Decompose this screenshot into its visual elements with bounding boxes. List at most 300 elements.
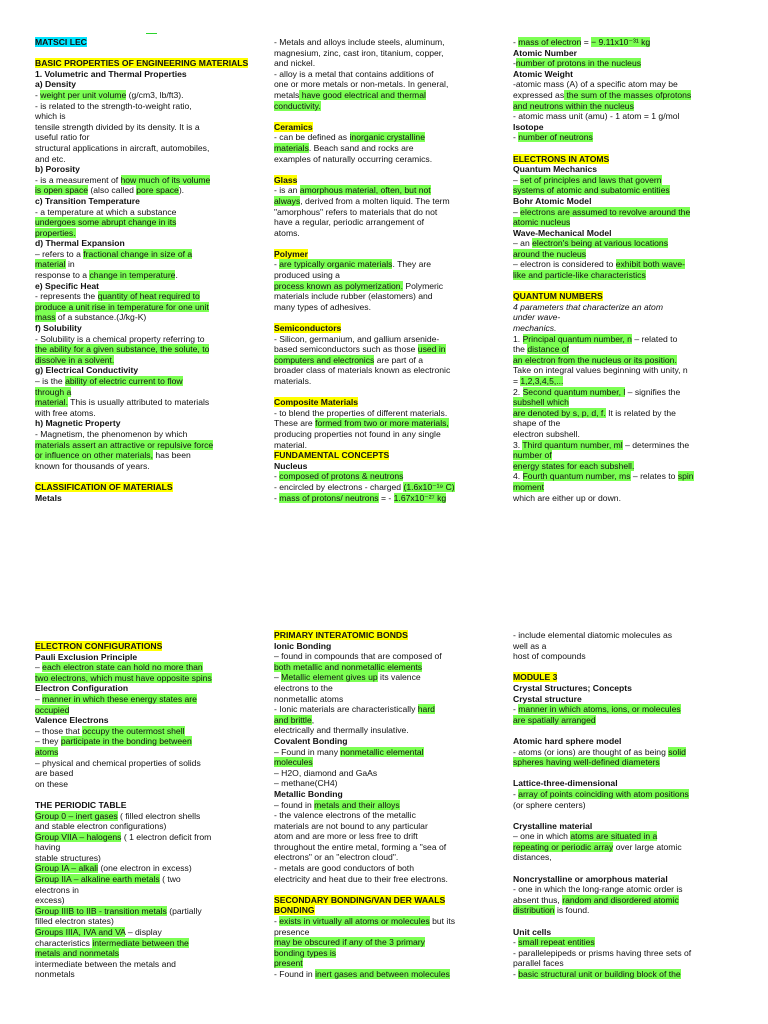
text-span: many types of adhesives. — [274, 301, 371, 312]
highlighted-text: PRIMARY INTERATOMIC BONDS — [274, 630, 408, 640]
text-line — [35, 694, 259, 705]
text-span: d) Thermal Expansion — [35, 238, 125, 249]
section-heading — [513, 821, 737, 832]
highlighted-text: composed of protons & neutrons — [279, 471, 404, 482]
text-line — [513, 831, 737, 842]
section-heading — [274, 895, 498, 906]
text-line — [274, 58, 498, 69]
text-span: – one in which — [513, 831, 571, 842]
highlighted-text: atomic nucleus — [513, 217, 571, 228]
column-top-right — [513, 37, 737, 503]
text-span: ( two — [159, 874, 181, 885]
text-span: Take on integral values beginning with unity, n — [513, 365, 688, 376]
section-heading — [513, 154, 737, 165]
text-line — [513, 90, 737, 101]
text-span: – — [274, 672, 282, 683]
text-line — [274, 196, 498, 207]
text-line — [513, 842, 737, 853]
text-line — [35, 673, 259, 684]
text-line — [513, 302, 737, 313]
text-span: - include elemental diatomic molecules as — [513, 630, 673, 640]
text-line — [35, 959, 259, 970]
text-span: – — [35, 662, 43, 673]
text-line — [274, 164, 498, 175]
highlighted-text: around the nucleus — [513, 248, 587, 259]
text-line — [274, 291, 498, 302]
highlighted-text: are spatially arranged — [513, 714, 596, 725]
text-span: Crystal structure — [513, 693, 582, 704]
text-line — [274, 471, 498, 482]
text-span: (partially — [166, 905, 202, 916]
text-line — [513, 662, 737, 673]
text-line — [35, 906, 259, 917]
text-span: response to a — [35, 270, 90, 281]
highlighted-text: atoms — [35, 746, 59, 757]
text-line — [274, 185, 498, 196]
highlighted-text: two electrons, which must have opposite spins — [35, 672, 212, 683]
section-heading — [513, 874, 737, 885]
highlighted-text: Group IIA – alkaline earth metals — [35, 874, 160, 885]
text-line — [35, 916, 259, 927]
text-line — [274, 874, 498, 885]
highlighted-text: BASIC PROPERTIES OF ENGINEERING MATERIALS — [35, 58, 249, 69]
highlighted-text: fractional change in size of a — [83, 248, 193, 259]
text-line — [274, 440, 498, 451]
column-bottom-middle — [274, 630, 498, 980]
highlighted-text: Principal quantum number, n — [522, 333, 632, 344]
text-span: – — [35, 693, 43, 704]
text-line — [35, 132, 259, 143]
text-span: Bohr Atomic Model — [513, 195, 592, 206]
text-span: but its — [429, 916, 456, 927]
text-line — [35, 291, 259, 302]
highlighted-text: manner in which atoms, ions, or molecules — [518, 704, 681, 715]
text-span: – display — [125, 927, 162, 938]
text-line — [274, 694, 498, 705]
text-line — [35, 143, 259, 154]
text-line — [274, 48, 498, 59]
text-span: Quantum Mechanics — [513, 164, 598, 175]
text-line — [513, 143, 737, 154]
text-line — [274, 228, 498, 239]
text-span: Noncrystalline or amorphous material — [513, 873, 668, 884]
text-line — [35, 334, 259, 345]
text-line — [513, 281, 737, 292]
text-span: Lattice-three-dimensional — [513, 778, 618, 789]
text-line — [35, 387, 259, 398]
highlighted-text: process known as polymerization. — [274, 280, 403, 291]
text-span: , — [311, 714, 315, 725]
text-span: THE PERIODIC TABLE — [35, 799, 127, 810]
section-heading — [274, 789, 498, 800]
text-line — [274, 90, 498, 101]
text-line — [274, 683, 498, 694]
highlighted-text: repeating or periodic array — [513, 841, 614, 852]
highlighted-text: change in temperature — [89, 270, 176, 281]
highlighted-text: the ability for a given substance, the solute, to — [35, 344, 210, 355]
text-line — [513, 895, 737, 906]
text-line — [513, 79, 737, 90]
text-span: - a temperature at which a substance — [35, 206, 177, 217]
section-heading — [513, 291, 737, 302]
section-heading — [35, 683, 259, 694]
highlighted-text: exhibit both wave- — [615, 259, 685, 270]
text-span: are based — [35, 768, 74, 779]
text-span: (or sphere centers) — [513, 799, 586, 810]
text-line — [35, 207, 259, 218]
highlighted-text: hard — [417, 704, 435, 715]
text-line — [513, 800, 737, 811]
text-line — [274, 715, 498, 726]
text-span: which is — [35, 111, 66, 122]
text-span: Atomic Number — [513, 47, 577, 58]
text-span: - one in which the long-range atomic order is — [513, 884, 683, 895]
text-line — [274, 259, 498, 270]
highlighted-text: molecules — [274, 757, 313, 768]
text-line — [513, 429, 737, 440]
section-heading — [274, 641, 498, 652]
highlighted-text: − 9.11x10⁻³¹ kg — [591, 37, 651, 47]
text-span: - — [513, 37, 519, 47]
text-span: distances, — [513, 852, 552, 863]
section-heading — [513, 196, 737, 207]
text-line — [513, 715, 737, 726]
highlighted-text: Semiconductors — [274, 323, 342, 334]
highlighted-text: FUNDAMENTAL CONCEPTS — [274, 450, 390, 461]
text-span: - Solubility is a chemical property referring to — [35, 333, 205, 344]
text-line — [274, 101, 498, 112]
text-line — [35, 48, 259, 59]
text-span: mechanics. — [513, 323, 557, 334]
text-line — [35, 90, 259, 101]
text-line — [35, 101, 259, 112]
highlighted-text: spin — [677, 471, 694, 482]
text-span: produced using a — [274, 270, 340, 281]
text-span: - to blend the properties of different materials. — [274, 407, 448, 418]
text-span: electrons to the — [274, 682, 333, 693]
highlighted-text: subshell which — [513, 397, 569, 408]
text-line — [513, 418, 737, 429]
text-span: atom and are more or less free to drift — [274, 831, 418, 842]
highlighted-text: have good electrical and thermal — [299, 89, 426, 100]
highlighted-text: ability of electric current to flow — [65, 376, 183, 386]
highlighted-text: intermediate between the — [92, 937, 189, 948]
text-span: h) Magnetic Property — [35, 418, 121, 429]
text-line — [35, 927, 259, 938]
text-line — [513, 884, 737, 895]
text-line — [513, 111, 737, 122]
text-span: - encircled by electrons - charged — [274, 481, 404, 492]
text-span: have a regular, periodic arrangement of — [274, 217, 425, 228]
text-span: - — [274, 259, 280, 270]
highlighted-text: exists in virtually all atoms or molecules — [279, 916, 430, 927]
text-line — [274, 270, 498, 281]
highlighted-text: moment — [513, 481, 545, 492]
section-heading — [274, 323, 498, 334]
text-span: – determines the — [622, 439, 690, 450]
highlighted-text: 1.67x10⁻²⁷ kg — [393, 492, 447, 503]
text-span: - can be defined as — [274, 132, 350, 143]
text-line — [274, 958, 498, 969]
highlighted-text: CLASSIFICATION OF MATERIALS — [35, 481, 173, 492]
text-line — [274, 863, 498, 874]
section-heading — [35, 37, 259, 48]
column-bottom-right — [513, 630, 737, 980]
text-span: - is a measurement of — [35, 174, 121, 185]
text-line — [513, 249, 737, 260]
text-span: well as a — [513, 640, 547, 651]
highlighted-text: Metallic element gives up — [281, 672, 378, 683]
text-line — [274, 821, 498, 832]
text-line — [513, 905, 737, 916]
text-line — [35, 779, 259, 790]
text-span: producing properties not found in any single — [274, 428, 441, 439]
text-span: host of compounds — [513, 651, 586, 662]
text-line — [274, 482, 498, 493]
text-span: c) Transition Temperature — [35, 195, 140, 206]
text-line — [513, 207, 737, 218]
highlighted-text: quantity of heat required to — [97, 291, 200, 302]
text-line — [513, 355, 737, 366]
text-line — [35, 948, 259, 959]
text-span: - — [513, 58, 516, 69]
text-span: and nickel. — [274, 58, 316, 69]
highlighted-text: each electron state can hold no more than — [42, 662, 203, 673]
highlighted-text: solid — [668, 746, 686, 757]
text-span: - — [513, 788, 519, 799]
text-span: - — [513, 937, 519, 948]
text-span: metals — [274, 89, 300, 100]
text-line — [513, 789, 737, 800]
text-span: based semiconductors such as those — [274, 344, 418, 355]
text-line — [274, 37, 498, 48]
text-line — [35, 736, 259, 747]
text-span: = - — [378, 492, 394, 503]
text-line — [274, 111, 498, 122]
highlighted-text: are typically organic materials — [279, 259, 393, 270]
text-span: structural applications in aircraft, automobiles, — [35, 142, 210, 153]
text-span: Ionic Bonding — [274, 640, 332, 651]
text-span: Crystal Structures; Concepts — [513, 682, 632, 693]
text-span: 4 parameters that characterize an atom — [513, 301, 663, 312]
text-line — [513, 482, 737, 493]
highlighted-text: through a — [35, 386, 72, 397]
text-line — [513, 365, 737, 376]
text-line — [274, 747, 498, 758]
highlighted-text: undergoes some abrupt change in its — [35, 217, 177, 228]
highlighted-text: ELECTRONS IN ATOMS — [513, 153, 610, 164]
text-span: - is related to the strength-to-weight ratio, — [35, 100, 192, 111]
highlighted-text: Fourth quantum number, ms — [522, 471, 631, 482]
highlighted-text: number of protons in the nucleus — [515, 58, 642, 69]
highlighted-text: metals and their alloys — [314, 799, 400, 810]
highlighted-text: used in — [417, 344, 446, 355]
text-span: broader class of materials known as electronic — [274, 365, 451, 376]
text-line — [35, 429, 259, 440]
highlighted-text: Groups IIIA, IVA and VA — [35, 927, 126, 938]
text-span: Metallic Bonding — [274, 788, 343, 799]
text-line — [35, 789, 259, 800]
section-heading — [274, 450, 498, 461]
highlighted-text: mass — [35, 312, 56, 323]
text-line — [274, 79, 498, 90]
text-span: Unit cells — [513, 926, 552, 937]
text-span: Metals — [35, 492, 62, 503]
text-line — [513, 916, 737, 927]
section-heading — [35, 365, 259, 376]
text-span: - Metals and alloys include steels, aluminum, — [274, 37, 445, 47]
text-span: and etc. — [35, 153, 66, 164]
section-heading — [35, 493, 259, 504]
highlighted-text: Group IA – alkali — [35, 863, 99, 874]
text-line — [35, 938, 259, 949]
highlighted-text: manner in which these energy states are — [42, 693, 197, 704]
section-heading — [35, 800, 259, 811]
text-span: - — [35, 89, 41, 100]
text-span: Pauli Exclusion Principle — [35, 651, 138, 662]
text-span: excess) — [35, 895, 65, 906]
highlighted-text: Ceramics — [274, 121, 313, 132]
text-span: -atomic mass (A) of a specific atom may be — [513, 79, 678, 90]
text-line — [274, 884, 498, 895]
column-top-middle — [274, 37, 498, 503]
text-line — [35, 471, 259, 482]
text-span: It is related by the — [605, 407, 676, 418]
text-line — [35, 397, 259, 408]
text-line — [274, 217, 498, 228]
text-line — [513, 493, 737, 504]
text-span: electrons in — [35, 884, 79, 895]
text-span: 2. — [513, 386, 523, 397]
text-line — [513, 969, 737, 980]
text-span: . — [175, 270, 178, 281]
text-line — [513, 323, 737, 334]
text-span: – an — [513, 238, 533, 249]
text-span: tensile strength divided by its density. It is a — [35, 121, 200, 132]
section-heading — [274, 122, 498, 133]
text-span: (g/cm3, lb/ft3). — [126, 89, 184, 100]
text-span: over large atomic — [613, 841, 682, 852]
text-span: - — [274, 916, 280, 927]
text-line — [35, 726, 259, 737]
highlighted-text: systems of atomic and subatomic entities — [513, 185, 670, 196]
decorative-rule — [146, 33, 157, 34]
text-line — [274, 281, 498, 292]
highlighted-text: Group 0 – inert gases — [35, 810, 118, 821]
text-span: one or more metals or non-metals. In general, — [274, 79, 449, 90]
text-line — [35, 832, 259, 843]
text-line — [274, 429, 498, 440]
text-line — [274, 154, 498, 165]
text-span: which are either up or down. — [513, 492, 621, 503]
highlighted-text: small repeat entities — [518, 937, 595, 948]
section-heading — [35, 164, 259, 175]
text-span: under wave- — [513, 312, 561, 323]
text-span: – H2O, diamond and GaAs — [274, 767, 378, 778]
text-span: nonmetals — [35, 969, 75, 980]
highlighted-text: QUANTUM NUMBERS — [513, 291, 603, 302]
text-span: - alloy is a metal that contains additions of — [274, 68, 434, 79]
text-line — [35, 874, 259, 885]
text-span: of a substance.(J/kg-K) — [55, 312, 147, 323]
highlighted-text: properties. — [35, 227, 76, 238]
text-line — [274, 852, 498, 863]
text-line — [35, 863, 259, 874]
text-line — [35, 270, 259, 281]
text-span: b) Porosity — [35, 164, 80, 175]
text-line — [35, 344, 259, 355]
highlighted-text: participate in the bonding between — [60, 736, 192, 747]
text-span: – related to — [631, 333, 678, 344]
highlighted-text: number of — [513, 450, 552, 461]
text-line — [513, 408, 737, 419]
text-line — [274, 207, 498, 218]
highlighted-text: always — [274, 195, 301, 206]
text-span: . They are — [392, 259, 431, 270]
column-top-left — [35, 37, 259, 503]
section-heading — [35, 196, 259, 207]
text-span: Wave-Mechanical Model — [513, 227, 612, 238]
text-line — [274, 810, 498, 821]
text-span: – refers to a — [35, 248, 84, 259]
text-line — [35, 154, 259, 165]
text-span: - metals are good conductors of both — [274, 863, 414, 874]
text-line — [35, 662, 259, 673]
highlighted-text: distance of — [527, 344, 569, 355]
text-line — [274, 672, 498, 683]
highlighted-text: electron's being at various locations — [532, 238, 669, 249]
text-span: – — [513, 174, 521, 185]
highlighted-text: spheres having well-defined diameters — [513, 757, 660, 768]
highlighted-text: both metallic and nonmetallic elements — [274, 661, 423, 672]
text-span: materials. — [274, 376, 312, 386]
text-line — [513, 747, 737, 758]
highlighted-text: metals and nonmetals — [35, 948, 120, 959]
text-line — [274, 302, 498, 313]
highlighted-text: and brittle — [274, 714, 312, 725]
highlighted-text: random and disordered atomic — [562, 894, 679, 905]
text-span: 1. Volumetric and Thermal Properties — [35, 68, 187, 79]
text-span: electron subshell. — [513, 428, 580, 439]
text-span: 3. — [513, 439, 523, 450]
text-line — [35, 312, 259, 323]
text-span: – electron is considered to — [513, 259, 616, 270]
text-line — [35, 768, 259, 779]
text-line — [274, 334, 498, 345]
highlighted-text: atoms are situated in a — [570, 831, 658, 842]
text-line — [513, 334, 737, 345]
text-line — [274, 768, 498, 779]
highlighted-text: materials assert an attractive or repulsive force — [35, 439, 214, 450]
text-line — [274, 238, 498, 249]
text-span: – signifies the — [625, 386, 681, 397]
highlighted-text: present — [274, 958, 303, 969]
text-line — [513, 37, 737, 48]
highlighted-text: is open space — [35, 185, 89, 196]
text-span: - represents the — [35, 291, 98, 302]
text-line — [35, 705, 259, 716]
text-span: - the valence electrons of the metallic — [274, 810, 416, 821]
highlighted-text: Polymer — [274, 248, 308, 259]
text-line — [35, 461, 259, 472]
text-span: - Ionic materials are characteristically — [274, 704, 418, 715]
text-line — [35, 885, 259, 896]
text-span: e) Specific Heat — [35, 280, 99, 291]
text-line — [35, 249, 259, 260]
text-span: – those that — [35, 725, 83, 736]
section-heading — [513, 672, 737, 683]
text-span: useful ratio for — [35, 132, 90, 143]
